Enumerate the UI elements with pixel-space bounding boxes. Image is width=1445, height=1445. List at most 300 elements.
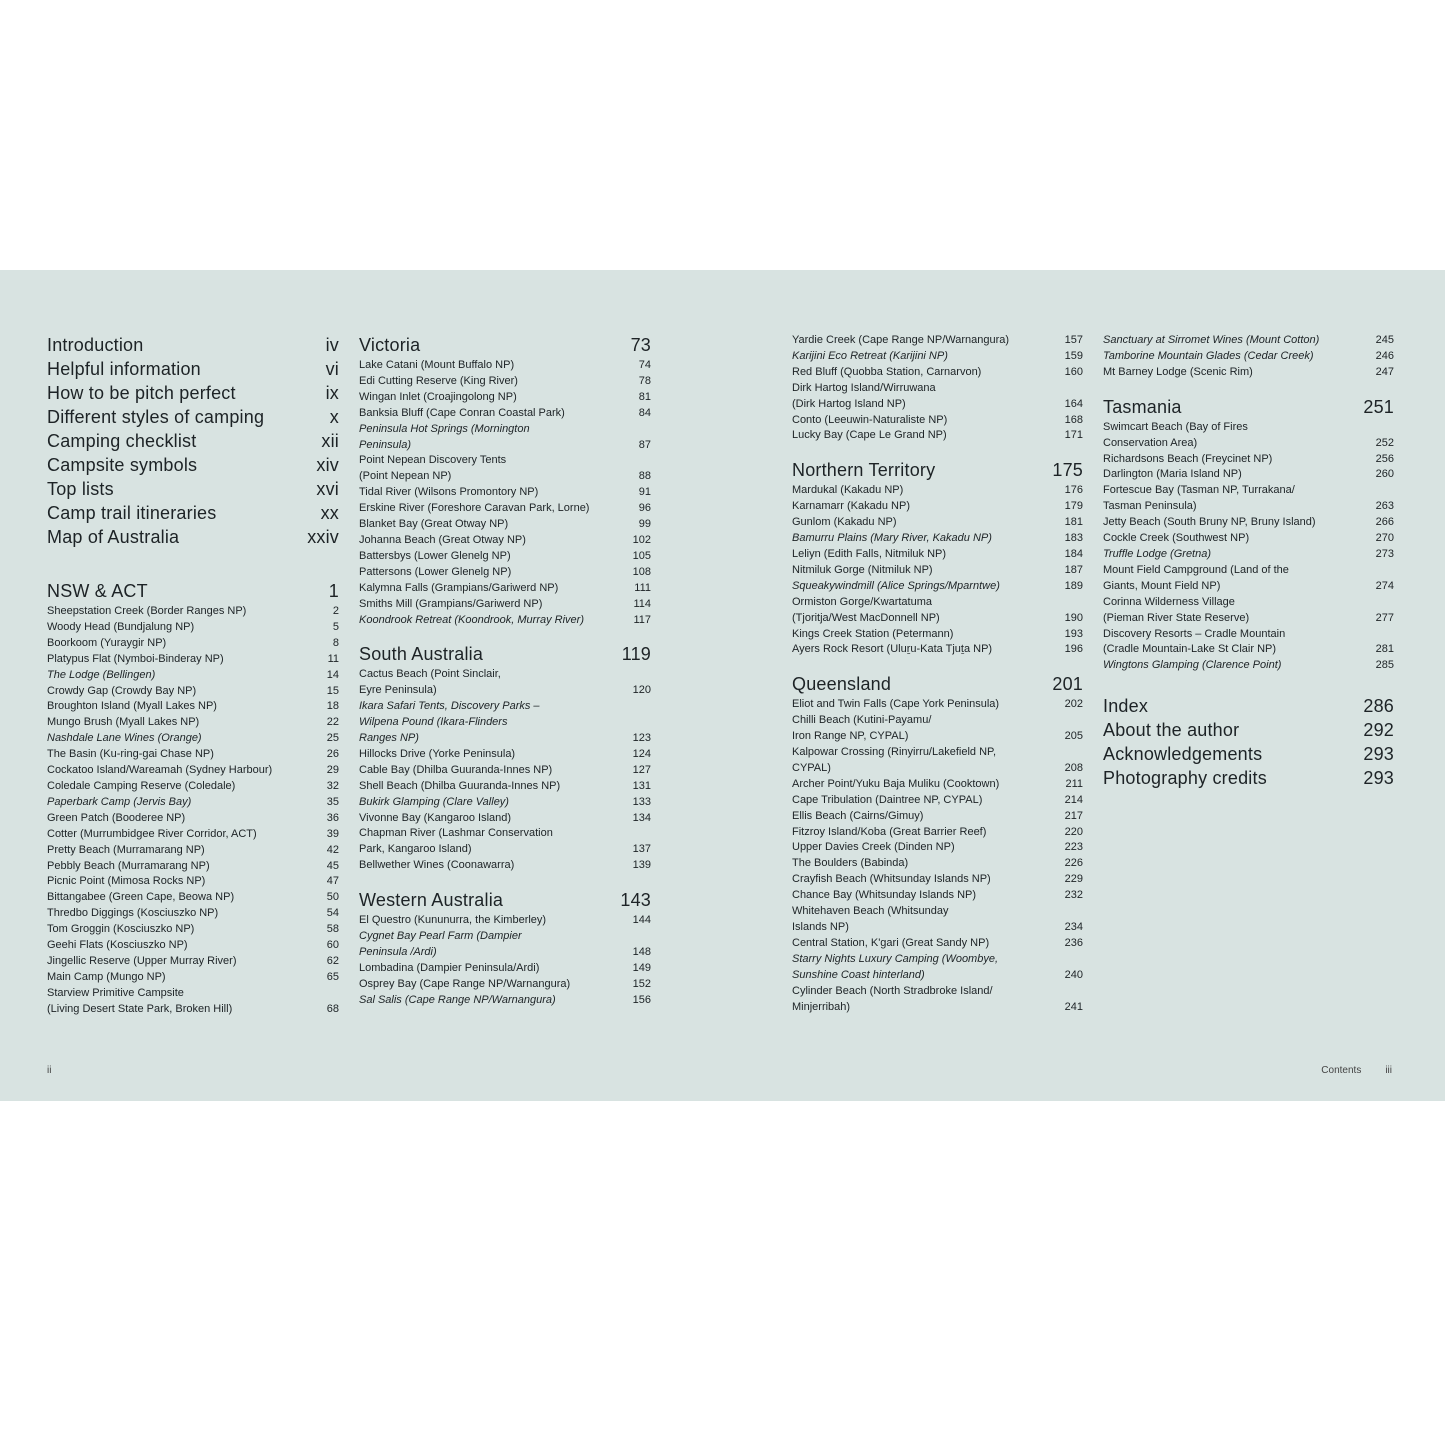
entry-title: Kings Creek Station (Petermann) bbox=[792, 627, 954, 640]
running-head: Contents bbox=[1321, 1065, 1362, 1076]
section-heading-western-australia[interactable]: Western Australia 143 bbox=[359, 890, 651, 911]
toc-entry[interactable] bbox=[792, 642, 1083, 658]
entry-list bbox=[792, 333, 1083, 444]
entry-title: Wingan Inlet (Croajingolong NP) bbox=[359, 390, 517, 403]
toc-entry[interactable] bbox=[792, 697, 1083, 713]
entry-title: Sal Salis (Cape Range NP/Warnangura) bbox=[359, 993, 556, 1006]
toc-entry[interactable] bbox=[47, 906, 339, 922]
entry-title: Gunlom (Kakadu NP) bbox=[792, 516, 897, 529]
entry-page-number: 39 bbox=[326, 827, 339, 840]
entry-page-number: 26 bbox=[326, 748, 339, 761]
entry-page-number: 270 bbox=[1375, 532, 1394, 545]
entry-page-number: 183 bbox=[1064, 532, 1083, 545]
toc-entry[interactable]: Camp trail itineraries xx bbox=[47, 503, 339, 523]
toc-entry[interactable] bbox=[47, 636, 339, 652]
entry-page-number: 208 bbox=[1064, 761, 1083, 774]
toc-entry[interactable] bbox=[792, 627, 1083, 643]
toc-entry[interactable] bbox=[792, 888, 1083, 904]
entry-page-number: 11 bbox=[327, 652, 339, 665]
toc-entry[interactable] bbox=[792, 365, 1083, 381]
toc-entry[interactable] bbox=[1103, 365, 1394, 381]
entry-title: Hillocks Drive (Yorke Peninsula) bbox=[359, 747, 516, 760]
entry-title: Pebbly Beach (Murramarang NP) bbox=[47, 859, 210, 872]
toc-entry[interactable] bbox=[359, 485, 651, 501]
toc-entry[interactable] bbox=[1103, 563, 1394, 595]
toc-entry[interactable] bbox=[359, 533, 651, 549]
toc-column-3 bbox=[792, 333, 1083, 1015]
entry-list bbox=[47, 604, 339, 1018]
section-heading-south-australia[interactable]: South Australia 119 bbox=[359, 644, 651, 665]
entry-title: Karijini Eco Retreat (Karijini NP) bbox=[792, 349, 948, 362]
entry-title: Ayers Rock Resort (Uluṟu-Kata Tjuṯa NP) bbox=[792, 643, 993, 656]
entry-page-number: 246 bbox=[1375, 349, 1394, 362]
toc-entry[interactable] bbox=[792, 333, 1083, 349]
toc-entry[interactable] bbox=[792, 381, 1083, 413]
entry-list bbox=[792, 697, 1083, 1015]
entry-page-number: 114 bbox=[633, 597, 651, 610]
entry-page-number: 157 bbox=[1064, 334, 1083, 346]
entry-title: Cactus Beach (Point Sinclair, Eyre Peninsula) bbox=[359, 668, 501, 697]
toc-entry[interactable] bbox=[792, 904, 1083, 936]
toc-entry[interactable] bbox=[792, 515, 1083, 531]
entry-page-number: 54 bbox=[326, 907, 339, 920]
entry-title: Cape Tribulation (Daintree NP, CYPAL) bbox=[792, 793, 983, 806]
toc-entry[interactable] bbox=[359, 406, 651, 422]
entry-page-number: 5 bbox=[332, 620, 339, 633]
toc-entry[interactable] bbox=[47, 795, 339, 811]
entry-title: Chilli Beach (Kutini-Payamu/ Iron Range NP, CYPAL) bbox=[792, 714, 932, 743]
entry-title: El Questro (Kununurra, the Kimberley) bbox=[359, 914, 547, 927]
toc-entry[interactable] bbox=[359, 613, 651, 629]
entry-page-number: 134 bbox=[632, 811, 651, 824]
toc-entry[interactable] bbox=[792, 713, 1083, 745]
entry-page-number: 240 bbox=[1064, 968, 1083, 981]
entry-title: Tidal River (Wilsons Promontory NP) bbox=[359, 486, 539, 499]
toc-entry[interactable] bbox=[47, 970, 339, 986]
entry-page-number: 190 bbox=[1064, 611, 1083, 624]
entry-title: Banksia Bluff (Cape Conran Coastal Park) bbox=[359, 406, 565, 419]
entry-title: Picnic Point (Mimosa Rocks NP) bbox=[47, 875, 206, 888]
entry-title: Chapman River (Lashmar Conservation Park, Kangaroo Island) bbox=[359, 827, 553, 856]
entry-title: Mardukal (Kakadu NP) bbox=[792, 484, 904, 497]
entry-page-number: 18 bbox=[326, 700, 339, 713]
toc-entry[interactable] bbox=[792, 984, 1083, 1016]
entry-page-number: 91 bbox=[638, 486, 651, 499]
toc-entry[interactable] bbox=[792, 547, 1083, 563]
toc-column-2 bbox=[359, 333, 651, 1009]
toc-entry[interactable] bbox=[47, 986, 339, 1018]
toc-entry[interactable] bbox=[47, 859, 339, 875]
entry-page-number: 8 bbox=[332, 636, 339, 649]
toc-entry[interactable] bbox=[792, 936, 1083, 952]
toc-entry[interactable] bbox=[47, 874, 339, 890]
toc-entry[interactable] bbox=[359, 747, 651, 763]
entry-page-number: 156 bbox=[632, 993, 651, 1006]
toc-entry[interactable] bbox=[47, 604, 339, 620]
entry-title: Koondrook Retreat (Koondrook, Murray River) bbox=[359, 613, 584, 626]
entry-title: Bittangabee (Green Cape, Beowa NP) bbox=[47, 891, 235, 904]
toc-entry[interactable] bbox=[47, 652, 339, 668]
toc-entry[interactable] bbox=[359, 913, 651, 929]
toc-entry[interactable] bbox=[792, 872, 1083, 888]
contents-spread bbox=[0, 270, 1445, 1101]
entry-title: Point Nepean Discovery Tents (Point Nepean NP) bbox=[359, 454, 507, 483]
entry-page-number: 84 bbox=[638, 406, 651, 419]
toc-entry[interactable] bbox=[47, 668, 339, 684]
entry-page-number: 2 bbox=[332, 605, 339, 617]
entry-page-number: 133 bbox=[632, 795, 651, 808]
toc-entry[interactable] bbox=[792, 349, 1083, 365]
entry-title: Vivonne Bay (Kangaroo Island) bbox=[359, 811, 512, 824]
toc-entry[interactable] bbox=[47, 747, 339, 763]
entry-title: Kalymna Falls (Grampians/Gariwerd NP) bbox=[359, 581, 559, 594]
entry-page-number: 50 bbox=[326, 891, 339, 904]
toc-entry[interactable] bbox=[359, 811, 651, 827]
entry-page-number: 108 bbox=[632, 565, 651, 578]
entry-title: Starview Primitive Campsite (Living Desert State Park, Broken Hill) bbox=[47, 986, 233, 1015]
toc-entry[interactable] bbox=[359, 993, 651, 1009]
entry-title: Peninsula Hot Springs (Mornington Peninsula) bbox=[359, 422, 530, 451]
entry-page-number: 189 bbox=[1064, 579, 1083, 592]
entry-page-number: 45 bbox=[326, 859, 339, 872]
toc-entry[interactable] bbox=[359, 961, 651, 977]
entry-page-number: 111 bbox=[634, 581, 651, 594]
entry-title: Thredbo Diggings (Kosciuszko NP) bbox=[47, 907, 219, 920]
entry-page-number: 120 bbox=[632, 684, 651, 697]
entry-title: Cygnet Bay Pearl Farm (Dampier Peninsula /Ardi) bbox=[359, 930, 522, 958]
toc-entry[interactable] bbox=[1103, 452, 1394, 468]
entry-page-number: 260 bbox=[1375, 468, 1394, 481]
toc-entry[interactable] bbox=[359, 667, 651, 699]
toc-entry[interactable] bbox=[792, 793, 1083, 809]
entry-title: The Lodge (Bellingen) bbox=[47, 668, 156, 681]
toc-entry[interactable] bbox=[47, 731, 339, 747]
toc-entry[interactable]: Acknowledgements 293 bbox=[1103, 744, 1394, 765]
entry-page-number: 256 bbox=[1375, 452, 1394, 465]
toc-entry[interactable] bbox=[1103, 467, 1394, 483]
entry-page-number: 184 bbox=[1064, 547, 1083, 560]
entry-title: Leliyn (Edith Falls, Nitmiluk NP) bbox=[792, 547, 947, 560]
entry-page-number: 220 bbox=[1064, 825, 1083, 838]
entry-page-number: 160 bbox=[1064, 365, 1083, 378]
toc-entry[interactable] bbox=[1103, 595, 1394, 627]
toc-entry[interactable] bbox=[792, 809, 1083, 825]
toc-entry[interactable] bbox=[1103, 349, 1394, 365]
toc-entry[interactable]: About the author 292 bbox=[1103, 720, 1394, 741]
entry-page-number: 229 bbox=[1064, 873, 1083, 886]
toc-entry[interactable]: Different styles of camping x bbox=[47, 407, 339, 427]
toc-entry[interactable] bbox=[792, 595, 1083, 627]
entry-title: Whitehaven Beach (Whitsunday Islands NP) bbox=[792, 905, 949, 933]
entry-page-number: 105 bbox=[632, 549, 651, 562]
toc-entry[interactable] bbox=[792, 563, 1083, 579]
entry-page-number: 181 bbox=[1064, 516, 1083, 529]
entry-page-number: 139 bbox=[632, 859, 651, 872]
entry-page-number: 123 bbox=[632, 732, 651, 745]
entry-title: Nitmiluk Gorge (Nitmiluk NP) bbox=[792, 563, 933, 576]
entry-title: Squeakywindmill (Alice Springs/Mparntwe) bbox=[792, 579, 1000, 592]
entry-page-number: 62 bbox=[326, 954, 339, 967]
toc-entry[interactable] bbox=[47, 922, 339, 938]
entry-page-number: 226 bbox=[1064, 857, 1083, 870]
entry-title: Discovery Resorts – Cradle Mountain (Cradle Mountain-Lake St Clair NP) bbox=[1103, 627, 1286, 656]
entry-page-number: 281 bbox=[1375, 643, 1394, 656]
entry-page-number: 81 bbox=[638, 390, 651, 403]
toc-entry[interactable]: Map of Australia xxiv bbox=[47, 527, 339, 547]
toc-entry[interactable] bbox=[792, 499, 1083, 515]
toc-entry[interactable] bbox=[359, 977, 651, 993]
toc-entry[interactable] bbox=[792, 413, 1083, 429]
entry-title: Red Bluff (Quobba Station, Carnarvon) bbox=[792, 365, 982, 378]
entry-title: Mt Barney Lodge (Scenic Rim) bbox=[1103, 365, 1253, 378]
toc-entry[interactable] bbox=[47, 715, 339, 731]
entry-title: Corinna Wilderness Village (Pieman River State Reserve) bbox=[1103, 595, 1250, 624]
entry-page-number: 277 bbox=[1375, 611, 1394, 624]
toc-entry[interactable] bbox=[47, 843, 339, 859]
toc-entry[interactable] bbox=[359, 779, 651, 795]
toc-entry[interactable] bbox=[1103, 420, 1394, 452]
section-heading-tasmania[interactable]: Tasmania 251 bbox=[1103, 396, 1394, 417]
entry-list bbox=[359, 358, 651, 628]
toc-entry[interactable]: How to be pitch perfect ix bbox=[47, 383, 339, 403]
entry-title: Upper Davies Creek (Dinden NP) bbox=[792, 841, 955, 854]
entry-page-number: 78 bbox=[638, 374, 651, 387]
entry-title: Battersbys (Lower Glenelg NP) bbox=[359, 549, 511, 562]
entry-title: Darlington (Maria Island NP) bbox=[1103, 468, 1242, 481]
entry-title: Platypus Flat (Nymboi-Binderay NP) bbox=[47, 652, 224, 665]
entry-title: Cockatoo Island/Wareamah (Sydney Harbour) bbox=[47, 764, 273, 777]
entry-page-number: 68 bbox=[326, 1002, 339, 1015]
entry-title: Yardie Creek (Cape Range NP/Warnangura) bbox=[792, 334, 1010, 346]
toc-entry[interactable] bbox=[47, 763, 339, 779]
entry-title: Erskine River (Foreshore Caravan Park, Lorne) bbox=[359, 502, 590, 515]
entry-page-number: 96 bbox=[638, 502, 651, 515]
entry-title: Pretty Beach (Murramarang NP) bbox=[47, 843, 205, 856]
entry-title: Broughton Island (Myall Lakes NP) bbox=[47, 700, 217, 713]
entry-page-number: 131 bbox=[632, 779, 651, 792]
entry-list bbox=[792, 483, 1083, 658]
section-heading-queensland[interactable]: Queensland 201 bbox=[792, 674, 1083, 695]
toc-entry[interactable] bbox=[1103, 531, 1394, 547]
entry-title: Bukirk Glamping (Clare Valley) bbox=[359, 795, 509, 808]
entry-title: Cotter (Murrumbidgee River Corridor, ACT) bbox=[47, 827, 257, 840]
section-heading-victoria[interactable]: Victoria 73 bbox=[359, 335, 651, 355]
entry-title: Starry Nights Luxury Camping (Woombye, Sunshine Coast hinterland) bbox=[792, 952, 999, 981]
toc-entry[interactable] bbox=[792, 483, 1083, 499]
entry-page-number: 171 bbox=[1064, 429, 1083, 442]
toc-entry[interactable] bbox=[1103, 515, 1394, 531]
toc-entry[interactable] bbox=[47, 811, 339, 827]
entry-page-number: 36 bbox=[326, 811, 339, 824]
toc-entry[interactable] bbox=[359, 453, 651, 485]
entry-title: Swimcart Beach (Bay of Fires Conservation Area) bbox=[1103, 420, 1248, 449]
entry-page-number: 234 bbox=[1064, 921, 1083, 933]
toc-entry[interactable] bbox=[792, 531, 1083, 547]
entry-title: Paperbark Camp (Jervis Bay) bbox=[47, 795, 192, 808]
entry-page-number: 217 bbox=[1064, 809, 1083, 822]
entry-page-number: 176 bbox=[1064, 484, 1083, 497]
entry-title: Sheepstation Creek (Border Ranges NP) bbox=[47, 605, 247, 617]
entry-title: Nashdale Lane Wines (Orange) bbox=[47, 732, 202, 745]
right-footer bbox=[1321, 1065, 1392, 1076]
entry-title: Coledale Camping Reserve (Coledale) bbox=[47, 779, 236, 792]
entry-title: Conto (Leeuwin-Naturaliste NP) bbox=[792, 413, 948, 426]
entry-title: Johanna Beach (Great Otway NP) bbox=[359, 533, 526, 546]
entry-page-number: 193 bbox=[1064, 627, 1083, 640]
entry-page-number: 273 bbox=[1375, 547, 1394, 560]
entry-list bbox=[359, 667, 651, 874]
entry-title: Ikara Safari Tents, Discovery Parks – Wilpena Pound (Ikara-Flinders Ranges NP) bbox=[359, 700, 540, 745]
toc-entry[interactable]: Campsite symbols xiv bbox=[47, 455, 339, 475]
entry-title: Bellwether Wines (Coonawarra) bbox=[359, 859, 515, 872]
toc-entry[interactable] bbox=[792, 745, 1083, 777]
left-folio: ii bbox=[47, 1065, 52, 1076]
toc-entry[interactable] bbox=[47, 620, 339, 636]
toc-entry[interactable] bbox=[47, 827, 339, 843]
toc-entry[interactable] bbox=[359, 597, 651, 613]
entry-title: Truffle Lodge (Gretna) bbox=[1103, 547, 1212, 560]
toc-entry[interactable] bbox=[1103, 627, 1394, 659]
entry-title: Lucky Bay (Cape Le Grand NP) bbox=[792, 429, 947, 442]
toc-entry[interactable] bbox=[792, 840, 1083, 856]
entry-title: The Basin (Ku-ring-gai Chase NP) bbox=[47, 748, 214, 761]
entry-title: Mount Field Campground (Land of the Giants, Mount Field NP) bbox=[1103, 563, 1289, 592]
entry-page-number: 159 bbox=[1064, 349, 1083, 362]
toc-entry[interactable] bbox=[792, 952, 1083, 984]
entry-page-number: 148 bbox=[632, 946, 651, 958]
entry-title: Richardsons Beach (Freycinet NP) bbox=[1103, 452, 1273, 465]
entry-page-number: 87 bbox=[638, 438, 651, 451]
entry-title: Kalpowar Crossing (Rinyirru/Lakefield NP, CYPAL) bbox=[792, 746, 996, 774]
entry-title: Pattersons (Lower Glenelg NP) bbox=[359, 565, 512, 578]
entry-page-number: 274 bbox=[1375, 579, 1394, 592]
entry-title: Tom Groggin (Kosciuszko NP) bbox=[47, 923, 195, 936]
toc-entry[interactable] bbox=[47, 684, 339, 700]
toc-entry[interactable] bbox=[792, 579, 1083, 595]
entry-page-number: 22 bbox=[326, 716, 339, 729]
toc-entry[interactable] bbox=[47, 890, 339, 906]
entry-page-number: 137 bbox=[632, 843, 651, 856]
toc-entry[interactable] bbox=[792, 428, 1083, 444]
toc-entry[interactable] bbox=[1103, 658, 1394, 674]
entry-page-number: 32 bbox=[326, 779, 339, 792]
entry-page-number: 58 bbox=[326, 923, 339, 936]
toc-entry[interactable] bbox=[359, 501, 651, 517]
toc-entry[interactable] bbox=[359, 929, 651, 961]
entry-page-number: 196 bbox=[1064, 643, 1083, 656]
toc-entry[interactable]: Top lists xvi bbox=[47, 479, 339, 499]
toc-entry[interactable]: Helpful information vi bbox=[47, 359, 339, 379]
toc-entry[interactable] bbox=[359, 374, 651, 390]
entry-page-number: 60 bbox=[326, 939, 339, 952]
entry-title: Eliot and Twin Falls (Cape York Peninsula) bbox=[792, 698, 1000, 711]
entry-page-number: 168 bbox=[1064, 413, 1083, 426]
toc-entry[interactable] bbox=[792, 856, 1083, 872]
toc-entry[interactable] bbox=[47, 954, 339, 970]
toc-entry[interactable] bbox=[359, 565, 651, 581]
back-matter bbox=[1103, 694, 1394, 790]
section-heading-northern-territory[interactable]: Northern Territory 175 bbox=[792, 460, 1083, 481]
entry-title: Edi Cutting Reserve (King River) bbox=[359, 374, 518, 387]
entry-page-number: 117 bbox=[633, 613, 651, 626]
entry-title: Geehi Flats (Kosciuszko NP) bbox=[47, 939, 188, 952]
toc-entry[interactable] bbox=[359, 517, 651, 533]
entry-page-number: 211 bbox=[1065, 777, 1083, 790]
toc-entry[interactable] bbox=[792, 825, 1083, 841]
toc-entry[interactable] bbox=[47, 699, 339, 715]
entry-page-number: 247 bbox=[1375, 365, 1394, 378]
toc-entry[interactable] bbox=[47, 938, 339, 954]
entry-title: Bamurru Plains (Mary River, Kakadu NP) bbox=[792, 532, 992, 545]
toc-entry[interactable] bbox=[1103, 483, 1394, 515]
entry-list bbox=[1103, 420, 1394, 675]
toc-entry[interactable] bbox=[359, 763, 651, 779]
section-heading-nsw-act[interactable]: NSW & ACT 1 bbox=[47, 581, 339, 601]
toc-entry[interactable]: Camping checklist xii bbox=[47, 431, 339, 451]
entry-title: Ellis Beach (Cairns/Gimuy) bbox=[792, 809, 924, 822]
entry-title: Jetty Beach (South Bruny NP, Bruny Island) bbox=[1103, 516, 1316, 529]
entry-title: Lake Catani (Mount Buffalo NP) bbox=[359, 359, 515, 371]
entry-title: Cockle Creek (Southwest NP) bbox=[1103, 532, 1250, 545]
toc-entry[interactable]: Index 286 bbox=[1103, 696, 1394, 717]
toc-entry[interactable] bbox=[359, 422, 651, 454]
entry-page-number: 74 bbox=[638, 359, 651, 371]
entry-page-number: 187 bbox=[1064, 563, 1083, 576]
entry-title: Green Patch (Booderee NP) bbox=[47, 811, 186, 824]
entry-page-number: 263 bbox=[1375, 500, 1394, 513]
entry-page-number: 179 bbox=[1064, 500, 1083, 513]
toc-entry[interactable] bbox=[359, 699, 651, 747]
front-matter bbox=[47, 333, 339, 549]
entry-page-number: 241 bbox=[1064, 1000, 1083, 1013]
entry-title: Ormiston Gorge/Kwartatuma (Tjoritja/West MacDonnell NP) bbox=[792, 595, 940, 624]
entry-page-number: 42 bbox=[326, 843, 339, 856]
entry-page-number: 285 bbox=[1375, 659, 1394, 672]
toc-entry[interactable] bbox=[359, 390, 651, 406]
toc-entry[interactable] bbox=[359, 826, 651, 858]
entry-page-number: 252 bbox=[1375, 436, 1394, 449]
entry-page-number: 232 bbox=[1064, 889, 1083, 902]
entry-page-number: 35 bbox=[326, 795, 339, 808]
entry-title: Smiths Mill (Grampians/Gariwerd NP) bbox=[359, 597, 543, 610]
toc-entry[interactable] bbox=[359, 581, 651, 597]
entry-page-number: 102 bbox=[632, 533, 651, 546]
toc-entry[interactable]: Photography credits 293 bbox=[1103, 768, 1394, 789]
entry-page-number: 223 bbox=[1064, 841, 1083, 854]
entry-title: Sanctuary at Sirromet Wines (Mount Cotton) bbox=[1103, 334, 1320, 346]
toc-entry[interactable] bbox=[47, 779, 339, 795]
toc-entry[interactable] bbox=[359, 358, 651, 374]
toc-entry[interactable]: Introduction iv bbox=[47, 335, 339, 355]
right-folio: iii bbox=[1385, 1065, 1392, 1076]
toc-column-1 bbox=[47, 333, 339, 1018]
entry-title: Archer Point/Yuku Baja Muliku (Cooktown) bbox=[792, 777, 1000, 790]
entry-title: Cable Bay (Dhilba Guuranda-Innes NP) bbox=[359, 763, 553, 776]
entry-page-number: 144 bbox=[632, 914, 651, 927]
entry-title: Wingtons Glamping (Clarence Point) bbox=[1103, 659, 1282, 672]
toc-entry[interactable] bbox=[1103, 547, 1394, 563]
entry-title: Blanket Bay (Great Otway NP) bbox=[359, 518, 509, 531]
toc-entry[interactable] bbox=[1103, 333, 1394, 349]
toc-entry[interactable] bbox=[359, 858, 651, 874]
entry-page-number: 88 bbox=[638, 470, 651, 483]
entry-title: Woody Head (Bundjalung NP) bbox=[47, 620, 195, 633]
toc-entry[interactable] bbox=[359, 549, 651, 565]
toc-entry[interactable] bbox=[792, 777, 1083, 793]
entry-page-number: 152 bbox=[632, 977, 651, 990]
entry-page-number: 214 bbox=[1064, 793, 1083, 806]
toc-entry[interactable] bbox=[359, 795, 651, 811]
